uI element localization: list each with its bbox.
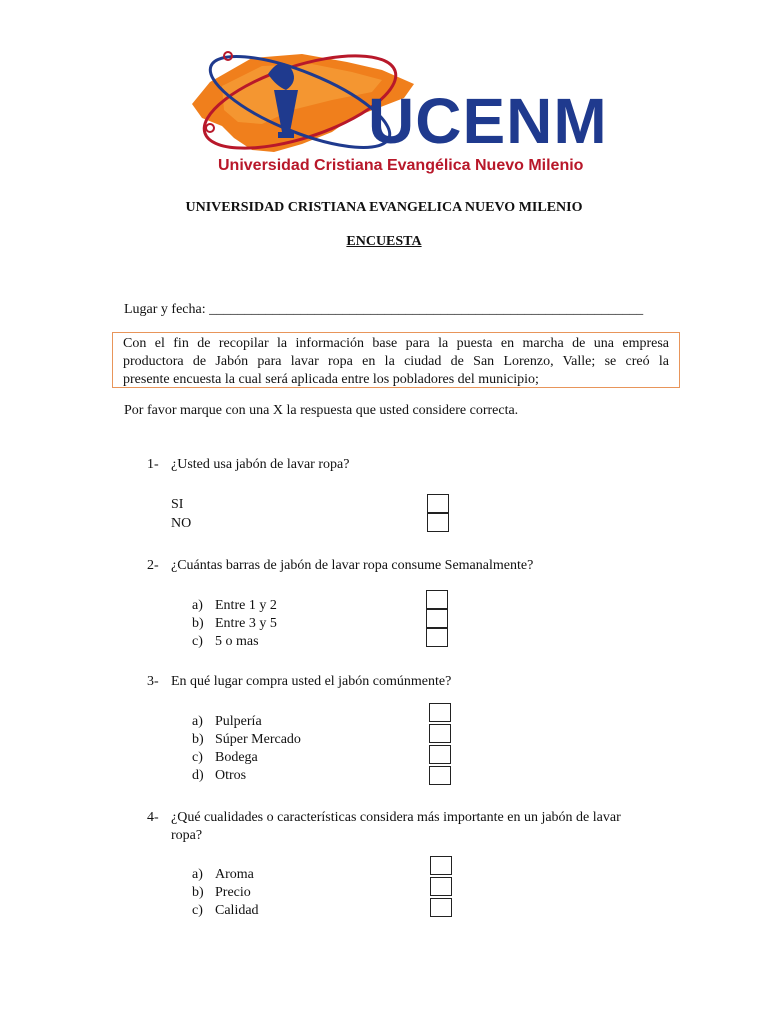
- q4-option-label: Precio: [215, 885, 251, 900]
- q3-option-letter: d): [192, 768, 204, 783]
- q2-option-letter: c): [192, 634, 203, 649]
- intro-line-1: Con el fin de recopilar la información base para la puesta en marcha de una empresa: [123, 336, 669, 351]
- q4-option-label: Calidad: [215, 903, 259, 918]
- university-name: UNIVERSIDAD CRISTIANA EVANGELICA NUEVO MILENIO: [185, 200, 583, 215]
- question-4-number: 4-: [147, 810, 159, 825]
- q4-option-letter: a): [192, 867, 203, 882]
- logo-subtitle: Universidad Cristiana Evangélica Nuevo Milenio: [218, 157, 584, 174]
- q3-option-label: Otros: [215, 768, 247, 783]
- q4-option-letter: c): [192, 903, 203, 918]
- q1-option-label: NO: [171, 516, 192, 531]
- question-1-text: ¿Usted usa jabón de lavar ropa?: [171, 457, 350, 472]
- question-2-text: ¿Cuántas barras de jabón de lavar ropa consume Semanalmente?: [171, 558, 534, 573]
- intro-box: [112, 332, 680, 388]
- q3-checkbox-d[interactable]: [429, 766, 451, 785]
- q2-option-letter: b): [192, 616, 204, 631]
- q2-checkbox-a[interactable]: [426, 590, 448, 609]
- q2-checkbox-b[interactable]: [426, 609, 448, 628]
- ucenm-logo: [182, 40, 608, 180]
- q2-option-letter: a): [192, 598, 203, 613]
- q1-checkbox-si[interactable]: [427, 494, 449, 513]
- q3-option-label: Pulpería: [215, 714, 262, 729]
- place-date-blank[interactable]: ______________________________________________________________: [209, 302, 644, 317]
- q4-checkbox-b[interactable]: [430, 877, 452, 896]
- question-4-text-line-2: ropa?: [171, 828, 203, 843]
- q2-option-label: 5 o mas: [215, 634, 259, 649]
- q1-checkbox-no[interactable]: [427, 513, 449, 532]
- intro-line-3: presente encuesta la cual será aplicada entre los pobladores del municipio;: [123, 372, 539, 387]
- q4-checkbox-a[interactable]: [430, 856, 452, 875]
- q3-checkbox-b[interactable]: [429, 724, 451, 743]
- page-title: ENCUESTA: [346, 234, 422, 249]
- q3-checkbox-a[interactable]: [429, 703, 451, 722]
- q4-option-label: Aroma: [215, 867, 254, 882]
- q2-option-label: Entre 3 y 5: [215, 616, 277, 631]
- place-date-field[interactable]: [124, 302, 643, 318]
- question-4-text-line-1: ¿Qué cualidades o características considera más importante en un jabón de lavar: [171, 810, 621, 825]
- instruction-text: Por favor marque con una X la respuesta que usted considere correcta.: [124, 403, 519, 418]
- logo-wordmark: UCENM: [368, 85, 608, 157]
- question-2-number: 2-: [147, 558, 159, 573]
- q3-option-label: Bodega: [215, 750, 258, 765]
- question-3-text: En qué lugar compra usted el jabón comúnmente?: [171, 674, 452, 689]
- q3-option-letter: b): [192, 732, 204, 747]
- q3-option-letter: c): [192, 750, 203, 765]
- q3-option-letter: a): [192, 714, 203, 729]
- q3-option-label: Súper Mercado: [215, 732, 301, 747]
- intro-line-2: productora de Jabón para lavar ropa en la ciudad de San Lorenzo, Valle; se creó la: [123, 354, 669, 369]
- q2-checkbox-c[interactable]: [426, 628, 448, 647]
- q2-option-label: Entre 1 y 2: [215, 598, 277, 613]
- place-date-label: Lugar y fecha:: [124, 302, 210, 317]
- q3-checkbox-c[interactable]: [429, 745, 451, 764]
- q4-checkbox-c[interactable]: [430, 898, 452, 917]
- q4-option-letter: b): [192, 885, 204, 900]
- q1-option-label: SI: [171, 497, 184, 512]
- question-1-number: 1-: [147, 457, 159, 472]
- question-3-number: 3-: [147, 674, 159, 689]
